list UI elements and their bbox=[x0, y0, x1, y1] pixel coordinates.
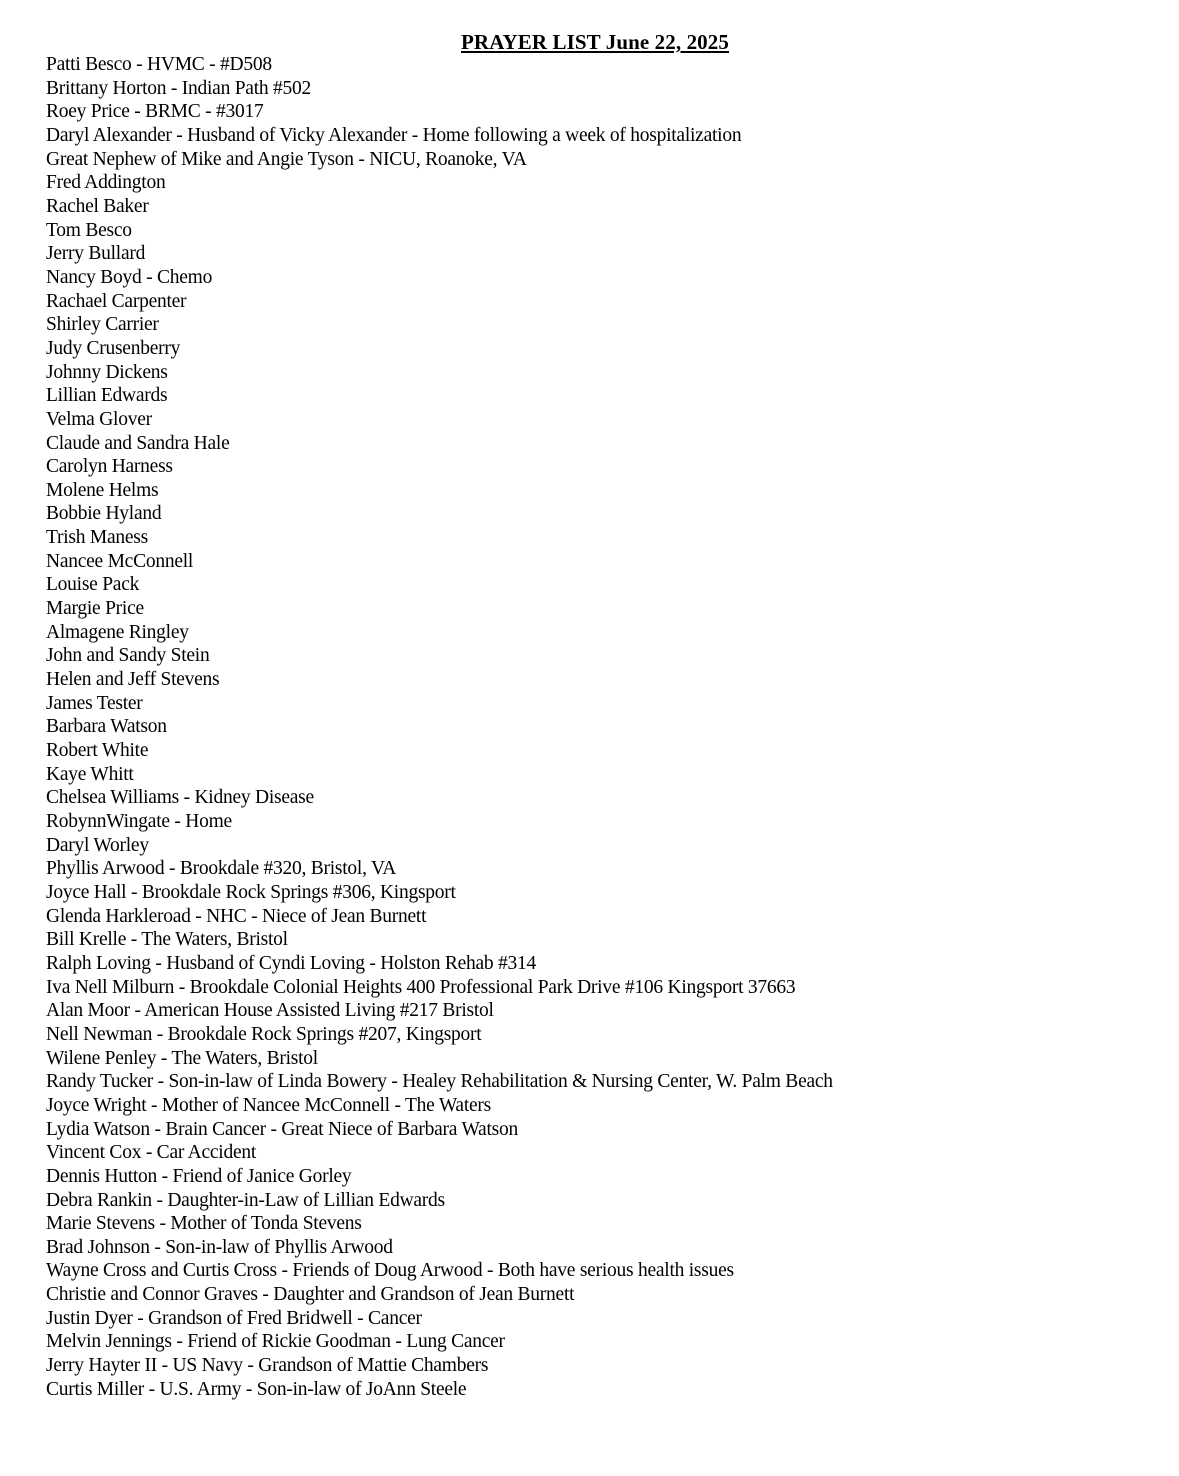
list-item: Ralph Loving - Husband of Cyndi Loving - Holston Rehab #314 bbox=[46, 952, 537, 974]
list-item: Randy Tucker - Son-in-law of Linda Bowery - Healey Rehabilitation & Nursing Center, W. Palm Beach bbox=[46, 1071, 833, 1093]
list-item: Bobbie Hyland bbox=[46, 503, 162, 525]
list-item: Jerry Bullard bbox=[46, 243, 146, 265]
list-item: Vincent Cox - Car Accident bbox=[46, 1142, 257, 1164]
list-item: Helen and Jeff Stevens bbox=[46, 669, 220, 691]
list-item: Dennis Hutton - Friend of Janice Gorley bbox=[46, 1165, 352, 1187]
list-item: Chelsea Williams - Kidney Disease bbox=[46, 787, 314, 809]
list-item: Molene Helms bbox=[46, 479, 159, 501]
prayer-list bbox=[46, 53, 1166, 1401]
list-item: Judy Crusenberry bbox=[46, 337, 181, 359]
list-item: Tom Besco bbox=[46, 219, 132, 241]
list-item: Fred Addington bbox=[46, 172, 166, 194]
list-item: Trish Maness bbox=[46, 527, 148, 549]
list-item: Brittany Horton - Indian Path #502 bbox=[46, 77, 312, 99]
list-item: Christie and Connor Graves - Daughter and Grandson of Jean Burnett bbox=[46, 1284, 575, 1306]
list-item: Melvin Jennings - Friend of Rickie Goodman - Lung Cancer bbox=[46, 1331, 505, 1353]
list-item: Patti Besco - HVMC - #D508 bbox=[46, 54, 272, 75]
list-item: Roey Price - BRMC - #3017 bbox=[46, 101, 264, 123]
list-item: Margie Price bbox=[46, 598, 144, 620]
list-item: Lydia Watson - Brain Cancer - Great Niece of Barbara Watson bbox=[46, 1118, 518, 1140]
list-item: James Tester bbox=[46, 692, 143, 714]
list-item: Louise Pack bbox=[46, 574, 140, 596]
list-item: Bill Krelle - The Waters, Bristol bbox=[46, 929, 288, 951]
list-item: Kaye Whitt bbox=[46, 763, 134, 785]
list-item: Debra Rankin - Daughter-in-Law of Lillian Edwards bbox=[46, 1189, 445, 1211]
list-item: Almagene Ringley bbox=[46, 621, 189, 643]
list-item: Carolyn Harness bbox=[46, 456, 173, 478]
list-item: Great Nephew of Mike and Angie Tyson - NICU, Roanoke, VA bbox=[46, 148, 527, 170]
list-item: Rachael Carpenter bbox=[46, 290, 187, 312]
list-item: Wilene Penley - The Waters, Bristol bbox=[46, 1047, 318, 1069]
list-item: Justin Dyer - Grandson of Fred Bridwell - Cancer bbox=[46, 1307, 422, 1329]
list-item: Iva Nell Milburn - Brookdale Colonial Heights 400 Professional Park Drive #106 Kingsport 37663 bbox=[46, 976, 796, 998]
list-item: RobynnWingate - Home bbox=[46, 811, 232, 832]
list-item: Nancee McConnell bbox=[46, 550, 194, 572]
list-item: Brad Johnson - Son-in-law of Phyllis Arwood bbox=[46, 1236, 393, 1258]
list-item: Barbara Watson bbox=[46, 716, 167, 738]
list-item: Robert White bbox=[46, 740, 149, 762]
list-item: Johnny Dickens bbox=[46, 361, 168, 383]
list-item: Rachel Baker bbox=[46, 195, 149, 217]
list-item: Curtis Miller - U.S. Army - Son-in-law of JoAnn Steele bbox=[46, 1378, 467, 1400]
list-item: Wayne Cross and Curtis Cross - Friends of Doug Arwood - Both have serious health issues bbox=[46, 1260, 734, 1282]
list-item: Nell Newman - Brookdale Rock Springs #207, Kingsport bbox=[46, 1023, 482, 1045]
list-item: Shirley Carrier bbox=[46, 314, 159, 336]
list-item: Joyce Hall - Brookdale Rock Springs #306, Kingsport bbox=[46, 881, 456, 903]
list-item: Phyllis Arwood - Brookdale #320, Bristol, VA bbox=[46, 858, 397, 880]
list-item: Daryl Worley bbox=[46, 834, 149, 856]
list-item: Claude and Sandra Hale bbox=[46, 432, 230, 454]
document-title: PRAYER LIST June 22, 2025 bbox=[461, 30, 729, 54]
list-item: Daryl Alexander - Husband of Vicky Alexander - Home following a week of hospitalization bbox=[46, 124, 742, 146]
list-item: Glenda Harkleroad - NHC - Niece of Jean Burnett bbox=[46, 905, 427, 927]
list-item: Jerry Hayter II - US Navy - Grandson of Mattie Chambers bbox=[46, 1355, 489, 1377]
list-item: Alan Moor - American House Assisted Living #217 Bristol bbox=[46, 1000, 494, 1022]
list-item: John and Sandy Stein bbox=[46, 645, 210, 667]
list-item: Lillian Edwards bbox=[46, 385, 168, 407]
list-item: Marie Stevens - Mother of Tonda Stevens bbox=[46, 1213, 362, 1235]
list-item: Velma Glover bbox=[46, 408, 152, 430]
list-item: Joyce Wright - Mother of Nancee McConnell - The Waters bbox=[46, 1094, 491, 1116]
list-item: Nancy Boyd - Chemo bbox=[46, 266, 213, 288]
